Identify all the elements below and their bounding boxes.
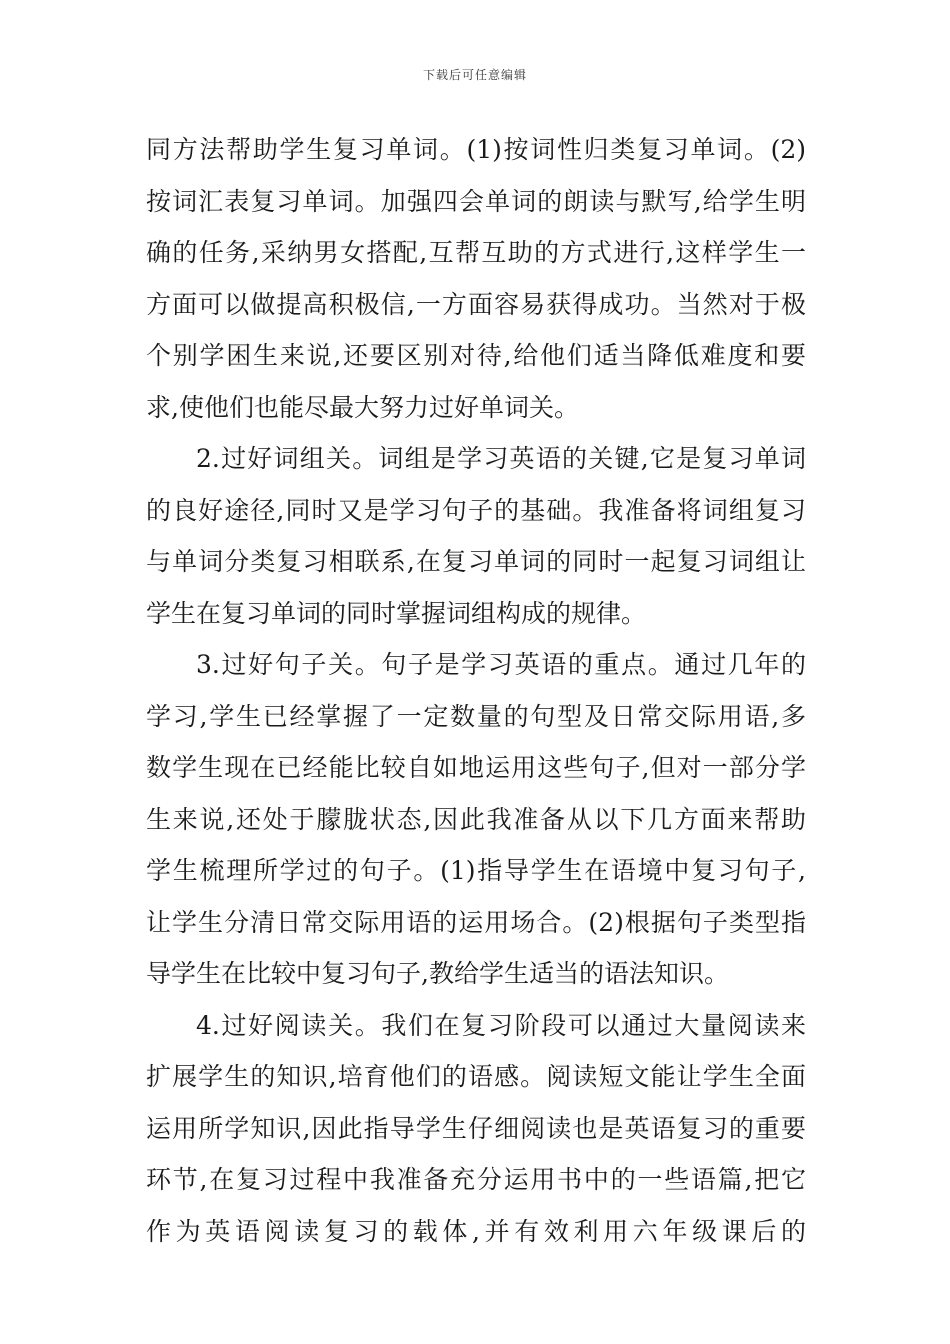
text-line: 4.过好阅读关。我们在复习阶段可以通过大量阅读来 xyxy=(196,1010,806,1040)
text-line: 求,使他们也能尽最大努力过好单词关。 xyxy=(146,392,579,422)
text-line: 让学生分清日常交际用语的运用场合。(2)根据句子类型指 xyxy=(146,907,806,937)
text-line: 学生在复习单词的同时掌握词组构成的规律。 xyxy=(146,598,647,628)
text-line: 运用所学知识,因此指导学生仔细阅读也是英语复习的重要 xyxy=(146,1113,806,1143)
text-line: 数学生现在已经能比较自如地运用这些句子,但对一部分学 xyxy=(146,753,806,782)
text-line: 3.过好句子关。句子是学习英语的重点。通过几年的 xyxy=(196,650,806,679)
text-line: 环节,在复习过程中我准备充分运用书中的一些语篇,把它 xyxy=(146,1165,806,1194)
text-line: 方面可以做提高积极信,一方面容易获得成功。当然对于极 xyxy=(146,289,806,319)
text-line: 同方法帮助学生复习单词。(1)按词性归类复习单词。(2) xyxy=(146,135,806,164)
text-line: 作为英语阅读复习的载体,并有效利用六年级课后的 xyxy=(146,1216,806,1246)
text-line: 扩展学生的知识,培育他们的语感。阅读短文能让学生全面 xyxy=(146,1062,806,1091)
text-line: 的良好途径,同时又是学习句子的基础。我准备将词组复习 xyxy=(146,495,806,525)
document-body xyxy=(146,124,806,1257)
text-line: 学生梳理所学过的句子。(1)指导学生在语境中复习句子, xyxy=(146,856,806,885)
page-header: 下载后可任意编辑 xyxy=(422,68,527,82)
text-line: 生来说,还处于朦胧状态,因此我准备从以下几方面来帮助 xyxy=(146,804,806,834)
text-line: 按词汇表复习单词。加强四会单词的朗读与默写,给学生明 xyxy=(146,186,806,216)
text-line: 与单词分类复习相联系,在复习单词的同时一起复习词组让 xyxy=(146,547,806,576)
text-line: 个别学困生来说,还要区别对待,给他们适当降低难度和要 xyxy=(146,341,806,370)
text-line: 导学生在比较中复习句子,教给学生适当的语法知识。 xyxy=(146,959,729,988)
text-line: 2.过好词组关。词组是学习英语的关键,它是复习单词 xyxy=(196,444,806,473)
text-line: 学习,学生已经掌握了一定数量的句型及日常交际用语,多 xyxy=(146,701,806,731)
text-line: 确的任务,采纳男女搭配,互帮互助的方式进行,这样学生一 xyxy=(146,238,806,267)
